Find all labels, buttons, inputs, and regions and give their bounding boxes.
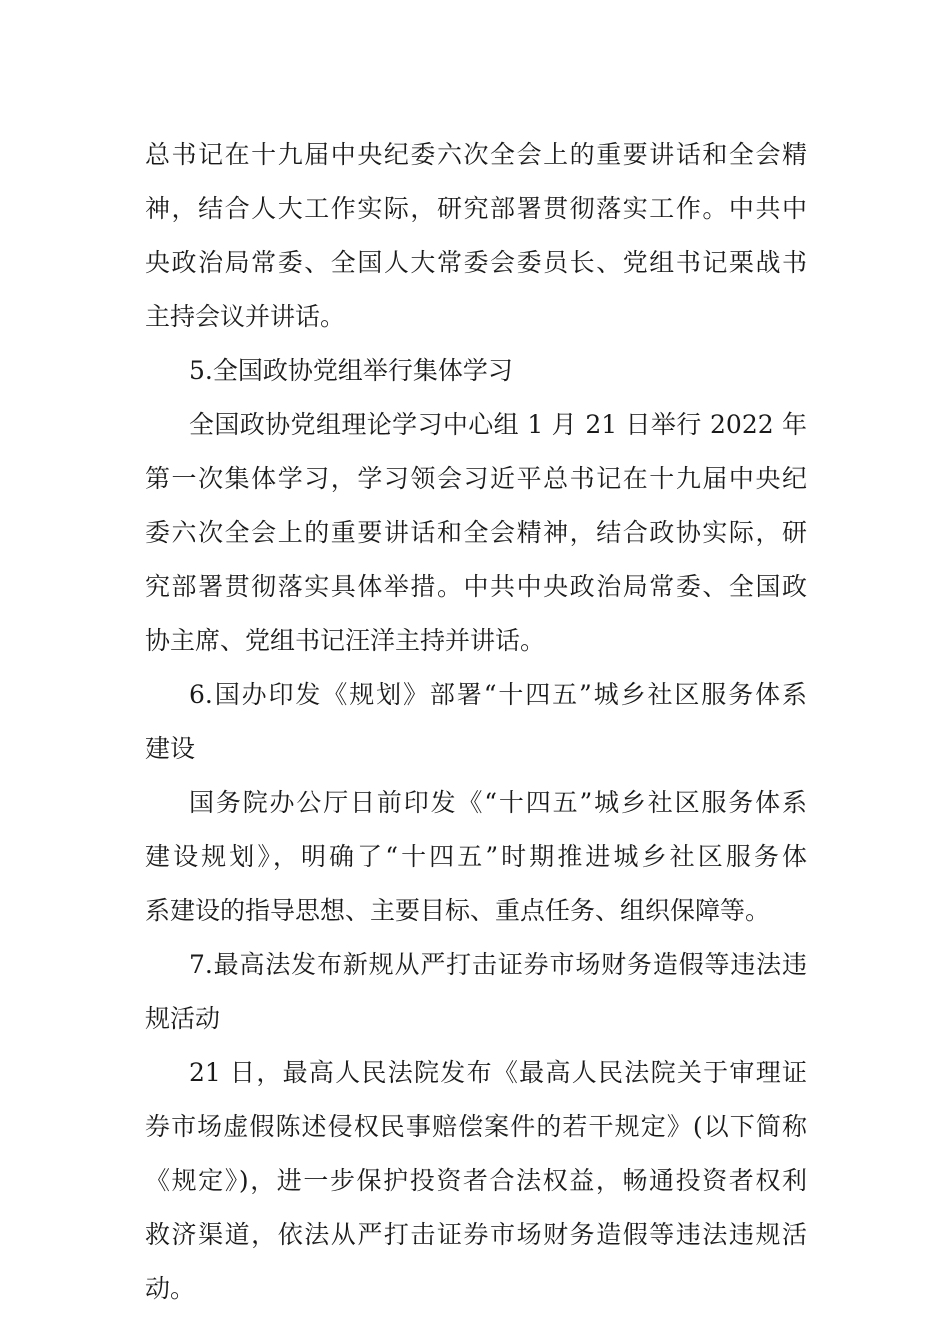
body-text-line: 建设规划》，明确了“十四五”时期推进城乡社区服务体 bbox=[145, 842, 807, 871]
body-text-line: 委六次全会上的重要讲话和全会精神，结合政协实际，研 bbox=[145, 518, 807, 547]
section-heading-7-continued: 规活动 bbox=[145, 1004, 221, 1033]
body-text-line: 券市场虚假陈述侵权民事赔偿案件的若干规定》(以下简称 bbox=[145, 1112, 807, 1141]
body-text-line: 系建设的指导思想、主要目标、重点任务、组织保障等。 bbox=[145, 896, 771, 925]
body-text-line: 全国政协党组理论学习中心组 1 月 21 日举行 2022 年 bbox=[189, 410, 807, 439]
body-text-line: 国务院办公厅日前印发《“十四五”城乡社区服务体系 bbox=[189, 788, 807, 817]
section-heading-6-continued: 建设 bbox=[145, 734, 196, 763]
body-text-line: 救济渠道，依法从严打击证券市场财务造假等违法违规活 bbox=[145, 1220, 807, 1249]
body-text-line: 协主席、党组书记汪洋主持并讲话。 bbox=[145, 626, 546, 655]
body-text-line: 总书记在十九届中央纪委六次全会上的重要讲话和全会精 bbox=[145, 140, 807, 169]
section-heading-5: 5.全国政协党组举行集体学习 bbox=[189, 356, 513, 385]
body-text-line: 究部署贯彻落实具体举措。中共中央政治局常委、全国政 bbox=[145, 572, 807, 601]
body-text-line: 21 日，最高人民法院发布《最高人民法院关于审理证 bbox=[189, 1058, 807, 1087]
body-text-line: 央政治局常委、全国人大常委会委员长、党组书记栗战书 bbox=[145, 248, 807, 277]
body-text-line: 神，结合人大工作实际，研究部署贯彻落实工作。中共中 bbox=[145, 194, 807, 223]
body-text-line: 第一次集体学习，学习领会习近平总书记在十九届中央纪 bbox=[145, 464, 807, 493]
body-text-line: 《规定》)，进一步保护投资者合法权益，畅通投资者权利 bbox=[145, 1166, 807, 1195]
body-text-line: 动。 bbox=[145, 1274, 196, 1303]
section-heading-6: 6.国办印发《规划》部署“十四五”城乡社区服务体系 bbox=[189, 680, 807, 709]
body-text-line: 主持会议并讲话。 bbox=[145, 302, 346, 331]
section-heading-7: 7.最高法发布新规从严打击证券市场财务造假等违法违 bbox=[189, 950, 807, 979]
